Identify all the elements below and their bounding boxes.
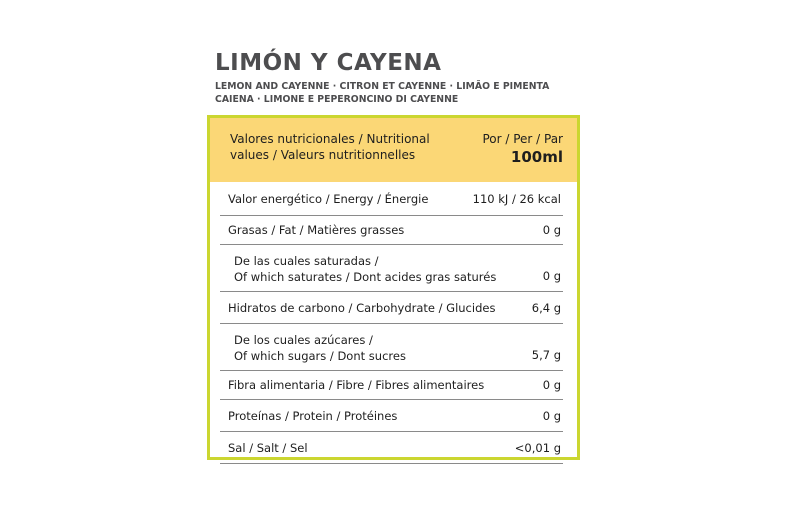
row-value: 5,7 g <box>531 348 561 362</box>
row-value: <0,01 g <box>514 440 561 455</box>
row-label: Fibra alimentaria / Fibre / Fibres alimentaires <box>228 378 485 392</box>
table-row <box>220 216 563 245</box>
row-value: 0 g <box>542 269 561 283</box>
row-value: 0 g <box>542 223 561 237</box>
row-label-line-2: Of which saturates / Dont acides gras saturés <box>234 270 497 284</box>
row-label-line-2: Of which sugars / Dont sucres <box>234 349 406 363</box>
table-row <box>220 324 563 371</box>
row-label: Proteínas / Protein / Protéines <box>228 408 398 423</box>
row-label: Sal / Salt / Sel <box>228 440 308 455</box>
subtitle-line-2: CAIENA · LIMONE E PEPERONCINO DI CAYENNE <box>215 93 459 105</box>
row-label: Valor energético / Energy / Énergie <box>228 191 429 206</box>
header-label-line-1: Valores nutricionales / Nutritional <box>230 132 430 146</box>
row-label: Grasas / Fat / Matières grasses <box>228 223 405 237</box>
header-per <box>482 131 563 167</box>
row-value: 0 g <box>542 408 561 423</box>
row-label <box>234 332 406 364</box>
table-row <box>220 371 563 400</box>
row-label: Hidratos de carbono / Carbohydrate / Glucides <box>228 300 496 315</box>
nutrition-table-header <box>210 118 577 182</box>
header-label <box>230 131 430 163</box>
header-per-label: Por / Per / Par <box>482 132 563 146</box>
table-row <box>220 400 563 432</box>
table-row <box>220 292 563 324</box>
table-row <box>220 432 563 464</box>
table-row <box>220 182 563 216</box>
table-row <box>220 245 563 292</box>
row-label-line-1: De las cuales saturadas / <box>234 254 379 268</box>
subtitle-line-1: LEMON AND CAYENNE · CITRON ET CAYENNE · LIMÃO E PIMENTA <box>215 81 550 92</box>
row-label-line-1: De los cuales azúcares / <box>234 333 373 347</box>
header-label-line-2: values / Valeurs nutritionnelles <box>230 148 416 162</box>
row-value: 110 kJ / 26 kcal <box>472 191 561 206</box>
row-label <box>234 253 496 285</box>
row-value: 6,4 g <box>531 300 561 315</box>
row-value: 0 g <box>542 378 561 392</box>
nutrition-table <box>207 115 580 460</box>
nutrition-rows <box>210 182 577 464</box>
product-title: LIMÓN Y CAYENA <box>215 50 442 76</box>
product-subtitle <box>215 81 549 106</box>
header-unit: 100ml <box>510 148 563 166</box>
